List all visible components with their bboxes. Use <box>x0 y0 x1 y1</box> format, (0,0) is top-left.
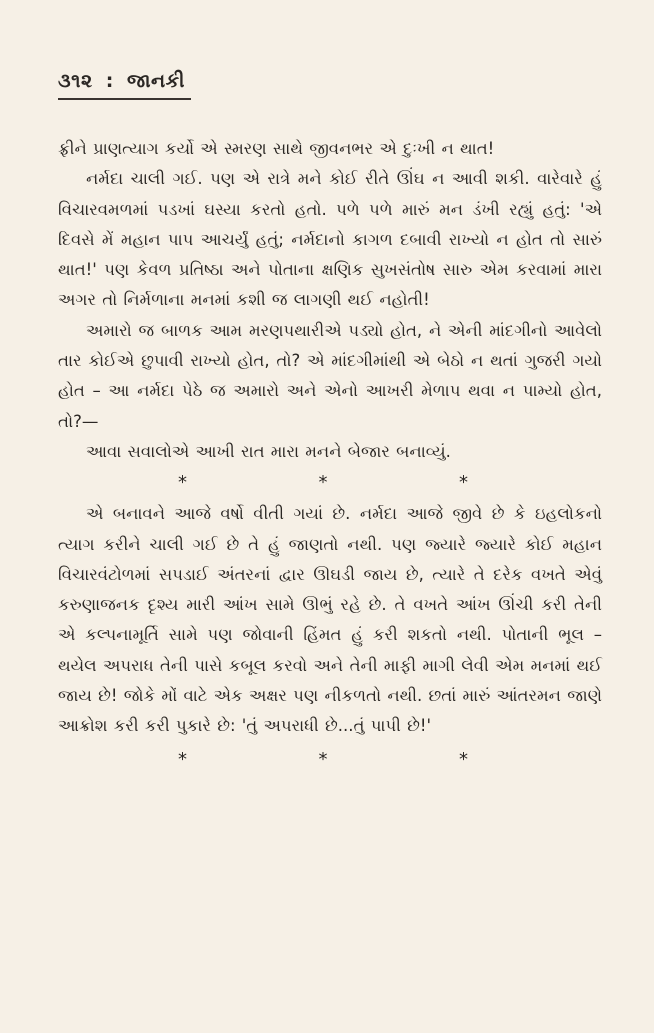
book-title: જાનકી <box>126 70 185 92</box>
paragraph-2: નર્મદા ચાલી ગઈ. પણ એ રાત્રે મને કોઈ રીતે ઊંઘ ન આવી શકી. વારેવારે હું વિચારવમળમાં પડખાં ઘસ્યા કરતો હતો. પળે પળે મારું મન ડંખી રહ્યું હતું: 'એ દિવસે મેં મહાન પાપ આચર્યું હતું; નર્મદાનો કાગળ દબાવી રાખ્યો ન હોત તો સારું થાત!' પણ કેવળ પ્રતિષ્ઠા અને પોતાના ક્ષણિક સુખસંતોષ સારુ એમ કરવામાં મારા અગર તો નિર્મળાના મનમાં કશી જ લાગણી થઈ નહોતી! <box>58 169 602 310</box>
head-separator: : <box>105 70 114 92</box>
separator-star: * <box>318 472 328 494</box>
separator-star: * <box>459 472 468 494</box>
separator-star: * <box>178 748 187 770</box>
paragraph-4: આવા સવાલોએ આખી રાત મારા મનને બેજાર બનાવ્યું. <box>86 441 451 461</box>
page-number: ૩૧૨ <box>58 70 93 92</box>
section-separator <box>178 469 468 497</box>
separator-star: * <box>178 472 187 494</box>
paragraph-5: એ બનાવને આજે વર્ષો વીતી ગયાં છે. નર્મદા આજે જીવે છે કે ઇહલોકનો ત્યાગ કરીને ચાલી ગઈ છે તે હું જાણતો નથી. પણ જ્યારે જ્યારે કોઈ મહાન વિચારવંટોળમાં સપડાઈ અંતરનાં દ્વાર ઊઘડી જાય છે, ત્યારે તે દરેક વખતે એવું કરુણાજનક દૃશ્ય મારી આંખ સામે ઊભું રહે છે. તે વખતે આંખ ઊંચી કરી તેની એ કલ્પનામૂર્તિ સામે પણ જોવાની હિંમત હું કરી શકતો નથી. પોતાની ભૂલ – થયેલ અપરાધ તેની પાસે કબૂલ કરવો અને તેની માફી માગી લેવી એમ મનમાં થઈ જાય છે! જોકે મોં વાટે એક અક્ષર પણ નીકળતો નથી. છતાં મારું આંતરમન જાણે આક્રોશ કરી કરી પુકારે છે: 'તું અપરાધી છે...તું પાપી છે!' <box>58 504 602 736</box>
running-head <box>58 70 191 100</box>
separator-star: * <box>459 748 468 770</box>
paragraph-1: ફ્રીને પ્રાણત્યાગ કર્યો એ સ્મરણ સાથે જીવનભર એ દુઃખી ન થાત! <box>58 139 495 158</box>
separator-star: * <box>318 748 328 770</box>
end-separator <box>178 746 468 774</box>
paragraph-3: અમારો જ બાળક આમ મરણપથારીએ પડ્યો હોત, ને એની માંદગીનો આવેલો તાર કોઈએ છુપાવી રાખ્યો હોત, તો? એ માંદગીમાંથી એ બેઠો ન થતાં ગુજરી ગયો હોત – આ નર્મદા પેઠે જ અમારો અને એનો આખરી મેળાપ થવા ન પામ્યો હોત, તો?— <box>58 320 602 431</box>
